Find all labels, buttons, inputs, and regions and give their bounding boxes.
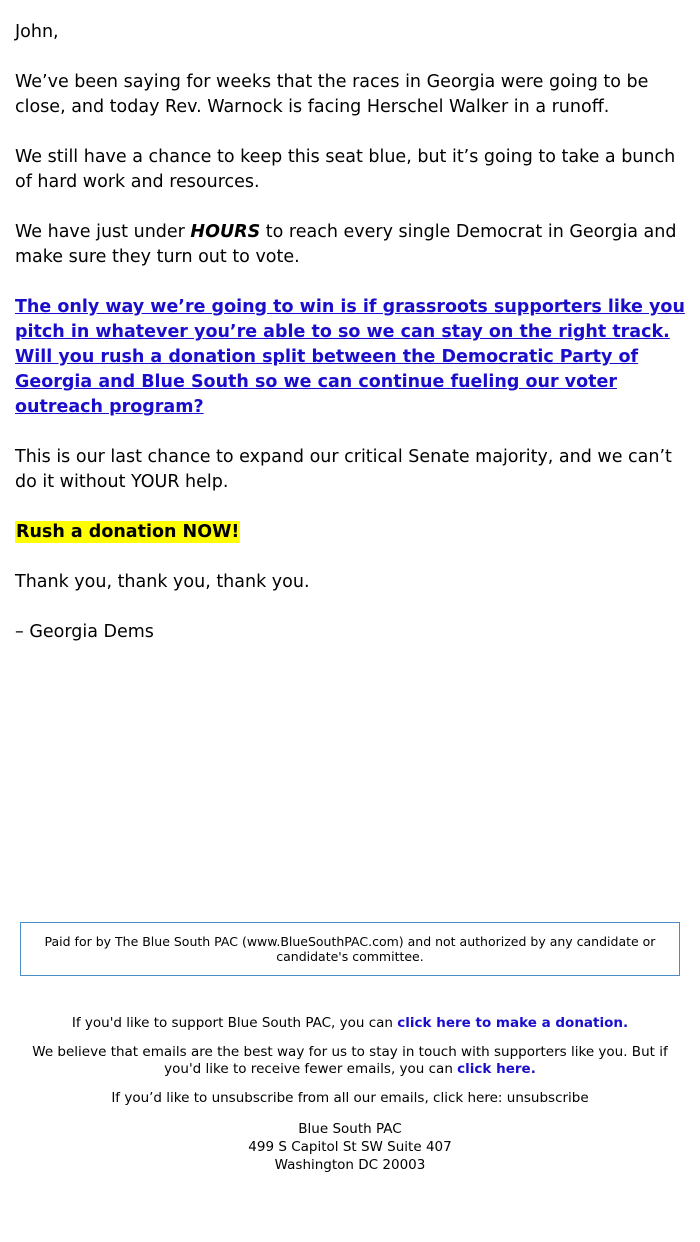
- paragraph-seat-blue: We still have a chance to keep this seat blue, but it’s going to take a bunch of hard work and resources.: [15, 147, 676, 192]
- org-name: Blue South PAC: [298, 1121, 402, 1137]
- support-text: If you'd like to support Blue South PAC, you can: [71, 1015, 398, 1031]
- mailing-address: [20, 1120, 680, 1174]
- rush-donation-cta[interactable]: Rush a donation NOW!: [16, 522, 240, 542]
- hours-text-before: We have just under: [15, 222, 191, 242]
- fewer-emails-link[interactable]: click here.: [457, 1061, 536, 1077]
- unsubscribe-link[interactable]: unsubscribe: [506, 1090, 589, 1106]
- paragraph-races: We’ve been saying for weeks that the races in Georgia were going to be close, and today Rev. Warnock is facing Herschel Walker in a runoff.: [15, 72, 649, 117]
- paragraph-ask: [15, 295, 687, 420]
- paragraph-hours: [15, 220, 687, 270]
- paid-for-disclaimer: [20, 922, 680, 976]
- disclaimer-text: Paid for by The Blue South PAC (www.BlueSouthPAC.com) and not authorized by any candidate or candidate's committee.: [44, 934, 656, 964]
- address-line-2: Washington DC 20003: [274, 1157, 426, 1173]
- email-footer: [20, 922, 680, 1174]
- signoff: – Georgia Dems: [15, 622, 154, 642]
- make-donation-link[interactable]: click here to make a donation.: [397, 1015, 629, 1031]
- hours-text-after: to reach every single Democrat in Georgia and make sure they turn out to vote.: [15, 222, 677, 267]
- donation-ask-link[interactable]: The only way we’re going to win is if grassroots supporters like you pitch in whatever you’re able to so we can stay on the right track. Will you rush a donation split between the Democratic Party of Georgia and Blue South so we can continue fueling our voter outreach program?: [15, 297, 685, 417]
- paragraph-cta: [15, 520, 687, 545]
- greeting: John,: [15, 22, 59, 42]
- fewer-emails-line: [20, 1044, 680, 1078]
- fewer-emails-text: We believe that emails are the best way for us to stay in touch with supporters like you. But if you'd like to receive fewer emails, you can: [32, 1044, 668, 1077]
- paragraph-last-chance: This is our last chance to expand our critical Senate majority, and we can’t do it without YOUR help.: [15, 447, 672, 492]
- email-body: [15, 20, 687, 670]
- unsubscribe-line: [20, 1090, 680, 1107]
- hours-emphasis: HOURS: [190, 222, 261, 242]
- unsubscribe-text: If you’d like to unsubscribe from all our emails, click here:: [111, 1090, 507, 1106]
- address-line-1: 499 S Capitol St SW Suite 407: [248, 1139, 452, 1155]
- paragraph-thanks: Thank you, thank you, thank you.: [15, 572, 310, 592]
- support-line: [20, 1015, 680, 1032]
